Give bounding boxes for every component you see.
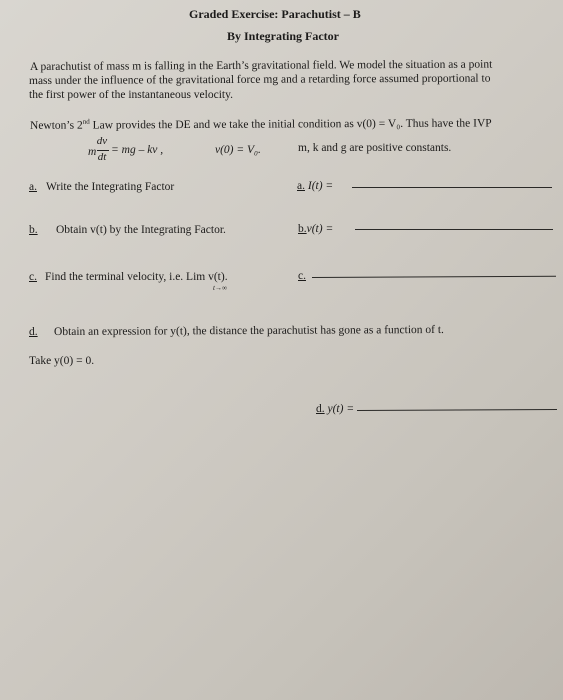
part-a-answer-line[interactable] (352, 187, 552, 188)
part-a-answer-eq: I(t) = (304, 180, 334, 192)
page-title: Graded Exercise: Parachutist – B (189, 7, 361, 21)
part-d-answer-label (316, 403, 354, 416)
intro-line-3: the first power of the instantaneous velocity. (29, 89, 233, 101)
newton-law-line (30, 114, 492, 133)
part-d-text: Obtain an expression for y(t), the distance the parachutist has gone as a function of t. (53, 323, 444, 338)
part-b-text: Obtain v(t) by the Integrating Factor. (56, 224, 226, 236)
part-a-answer-prefix: a. (297, 180, 305, 192)
de-rhs: = mg – kv , (111, 144, 164, 156)
de-frac-den: dt (97, 151, 107, 163)
part-a-answer-label (297, 180, 333, 193)
page-subtitle: By Integrating Factor (227, 29, 339, 43)
part-c-text: Find the terminal velocity, i.e. Lim v(t). (45, 271, 228, 283)
intro-line-1: A parachutist of mass m is falling in the Earth’s gravitational field. We model the situation as a point (29, 58, 493, 73)
part-c-answer-prefix: c. (298, 270, 306, 282)
part-d-answer-eq: y(t) = (324, 403, 355, 415)
part-a-label: a. (29, 181, 37, 193)
de-frac-num: dv (96, 135, 108, 147)
part-c-answer-line[interactable] (312, 276, 556, 278)
constants-note: m, k and g are positive constants. (298, 142, 452, 154)
part-a-text: Write the Integrating Factor (46, 181, 175, 193)
de-m: m (88, 146, 97, 158)
part-c-answer-label (298, 270, 306, 283)
part-c-label: c. (29, 271, 37, 283)
part-b-answer-line[interactable] (355, 229, 553, 230)
part-b-answer-prefix: b. (298, 223, 307, 235)
part-d-answer-line[interactable] (357, 409, 557, 411)
part-d-label: d. (29, 326, 38, 338)
part-b-label: b. (29, 224, 38, 236)
part-c-limit-sub: t→∞ (213, 284, 227, 292)
newton-rest: Law provides the DE and we take the initial condition as v(0) = V₀. Thus have the IVP (89, 117, 492, 132)
part-d-take: Take y(0) = 0. (29, 355, 95, 367)
initial-condition: v(0) = V₀. (215, 144, 261, 156)
part-b-answer-eq: v(t) = (306, 223, 334, 235)
part-d-answer-prefix: d. (316, 403, 325, 415)
newton-sup: nd (82, 117, 90, 126)
intro-line-2: mass under the influence of the gravitational force mg and a retarding force assumed proportional to (28, 72, 491, 87)
part-b-answer-label (298, 223, 333, 236)
newton-prefix: Newton’s 2 (29, 119, 83, 132)
